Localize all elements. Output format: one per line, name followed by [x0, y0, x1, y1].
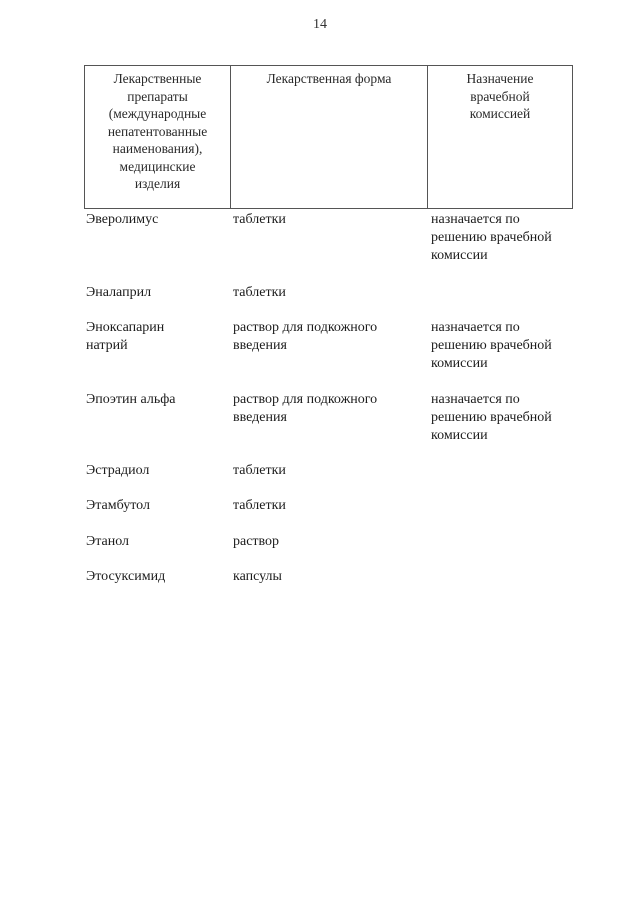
table-header	[84, 65, 573, 209]
dosage-form-cell	[233, 391, 413, 427]
drug-name: Эноксапарин	[86, 320, 165, 335]
commission-note: назначается по	[431, 212, 520, 227]
dosage-form: раствор	[233, 534, 280, 549]
drug-name-cell	[86, 533, 226, 551]
commission-note-cell	[431, 211, 571, 265]
header-line: Лекарственная форма	[266, 71, 392, 86]
dosage-form: раствор для подкожного	[233, 320, 378, 335]
drug-name-cell	[86, 284, 226, 302]
drug-name-cell	[86, 391, 226, 409]
header-line: изделия	[134, 176, 181, 191]
commission-note-cell	[431, 391, 571, 445]
drug-name: Эпоэтин альфа	[86, 392, 176, 407]
header-cell-drugs	[85, 66, 231, 208]
header-line: врачебной	[470, 88, 530, 104]
commission-note: комиссии	[431, 428, 488, 443]
drug-name: Этанол	[86, 534, 130, 549]
dosage-form-cell	[233, 319, 413, 355]
commission-note: назначается по	[431, 320, 520, 335]
commission-note-cell	[431, 319, 571, 373]
drug-name-cell	[86, 497, 226, 515]
dosage-form-cell	[233, 497, 413, 515]
drug-name-cell	[86, 319, 226, 355]
dosage-form-cell	[233, 568, 413, 586]
dosage-form: раствор для подкожного	[233, 392, 378, 407]
commission-note: комиссии	[431, 356, 488, 371]
drug-name-cell	[86, 211, 226, 229]
drug-name: Этосуксимид	[86, 569, 166, 584]
drug-name-cell	[86, 462, 226, 480]
header-line: медицинские	[119, 158, 196, 174]
header-line: комиссией	[469, 106, 531, 121]
dosage-form-cell	[233, 533, 413, 551]
commission-note: комиссии	[431, 248, 488, 263]
commission-note: решению врачебной	[431, 338, 552, 353]
commission-note: решению врачебной	[431, 410, 552, 425]
dosage-form: таблетки	[233, 498, 286, 513]
header-line: препараты	[127, 88, 188, 104]
header-line: Лекарственные	[113, 71, 202, 86]
dosage-form: введения	[233, 410, 287, 425]
commission-note: решению врачебной	[431, 230, 552, 245]
header-line: Назначение	[466, 71, 534, 86]
page-number: 14	[313, 17, 327, 32]
drug-name: Эналаприл	[86, 285, 152, 300]
commission-note: назначается по	[431, 392, 520, 407]
header-line: непатентованные	[107, 123, 208, 139]
header-line: (международные	[108, 106, 207, 121]
dosage-form-cell	[233, 284, 413, 302]
dosage-form: введения	[233, 338, 287, 353]
header-cell-commission	[428, 66, 572, 208]
dosage-form-cell	[233, 211, 413, 229]
dosage-form: капсулы	[233, 569, 282, 584]
dosage-form: таблетки	[233, 212, 286, 227]
drug-name: Эстрадиол	[86, 463, 150, 478]
drug-name: Эверолимус	[86, 212, 159, 227]
drug-name-cell	[86, 568, 226, 586]
dosage-form: таблетки	[233, 285, 286, 300]
header-cell-form	[231, 66, 428, 208]
drug-name: Этамбутол	[86, 498, 150, 513]
drug-name: натрий	[86, 338, 128, 353]
dosage-form: таблетки	[233, 463, 286, 478]
dosage-form-cell	[233, 462, 413, 480]
header-line: наименования),	[112, 141, 203, 156]
